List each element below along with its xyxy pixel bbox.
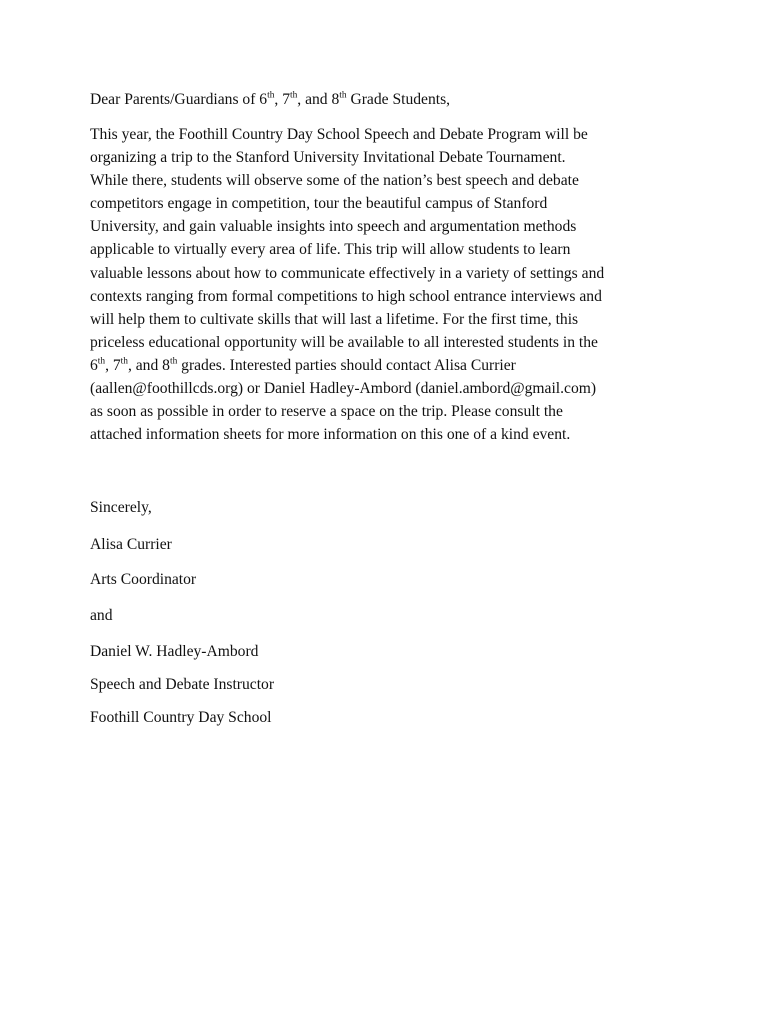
body-line: attached information sheets for more information on this one of a kind event. <box>90 426 571 444</box>
body-line: will help them to cultivate skills that will last a lifetime. For the first time, this <box>90 310 579 328</box>
sign-off: Sincerely, <box>90 499 152 516</box>
body-line: While there, students will observe some of the nation’s best speech and debate <box>90 172 579 190</box>
body-line: contexts ranging from formal competitions to high school entrance interviews and <box>90 287 602 305</box>
greeting-text: Grade Students, <box>346 91 451 108</box>
ordinal-suffix: th <box>289 90 298 101</box>
body-line: organizing a trip to the Stanford University Invitational Debate Tournament. <box>90 149 566 167</box>
body-line: This year, the Foothill Country Day School Speech and Debate Program will be <box>90 126 588 143</box>
greeting-text: , and 8 <box>297 91 340 108</box>
greeting-text: Dear Parents/Guardians of 6 <box>90 91 268 108</box>
ordinal-suffix: th <box>169 356 178 367</box>
ordinal-suffix: th <box>267 90 275 101</box>
grades-line <box>90 354 680 377</box>
ordinal-suffix: th <box>120 356 128 367</box>
ordinal-suffix: th <box>97 356 106 367</box>
body-line: (aallen@foothillcds.org) or Daniel Hadley-Ambord (daniel.ambord@gmail.com) <box>90 380 597 398</box>
body-line: competitors engage in competition, tour the beautiful campus of Stanford <box>90 195 548 213</box>
body-line: as soon as possible in order to reserve a space on the trip. Please consult the <box>90 403 563 421</box>
letter-body <box>90 88 680 446</box>
greeting <box>90 88 680 111</box>
conjunction: and <box>90 607 113 624</box>
signer-name: Daniel W. Hadley-Ambord <box>90 643 259 660</box>
school-name: Foothill Country Day School <box>90 709 272 726</box>
grades-text: , 7 <box>105 356 121 374</box>
signer-name: Alisa Currier <box>90 536 172 553</box>
body-paragraph <box>90 123 680 446</box>
grades-text: 6 <box>90 356 98 374</box>
signer-title: Speech and Debate Instructor <box>90 676 275 693</box>
body-line: applicable to virtually every area of life. This trip will allow students to learn <box>90 241 571 259</box>
grades-text: , and 8 <box>127 356 170 374</box>
body-line: University, and gain valuable insights into speech and argumentation methods <box>90 218 577 236</box>
body-line: valuable lessons about how to communicate effectively in a variety of settings and <box>90 264 605 282</box>
grades-text: grades. Interested parties should contact Alisa Currier <box>177 356 516 374</box>
body-line: priceless educational opportunity will be available to all interested students in the <box>90 333 598 351</box>
signer-title: Arts Coordinator <box>90 571 197 588</box>
greeting-text: , 7 <box>274 91 290 108</box>
ordinal-suffix: th <box>339 90 347 101</box>
